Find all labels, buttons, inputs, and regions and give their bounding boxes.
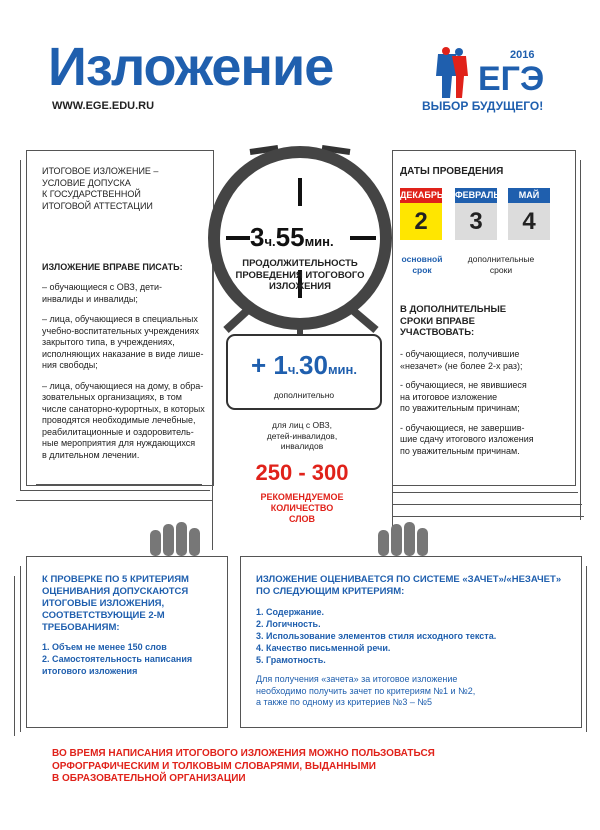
duration-label-line: ПРОДОЛЖИТЕЛЬНОСТЬ	[242, 258, 358, 269]
sheet-layer-side	[586, 566, 587, 732]
minutes-unit: мин.	[327, 362, 358, 377]
footer-line: В ОБРАЗОВАТЕЛЬНОЙ ОРГАНИЗАЦИИ	[52, 773, 246, 784]
sheet-layer-line	[20, 490, 210, 491]
bottom-right-title-line: ИЗЛОЖЕНИЕ ОЦЕНИВАЕТСЯ ПО СИСТЕМЕ «ЗАЧЕТ»/«НЕЗАЧЕТ»	[256, 574, 562, 585]
extra-for-line: инвалидов	[280, 441, 324, 451]
sheet-layer-line	[16, 500, 212, 501]
sheet-layer-line	[36, 484, 202, 485]
footer-note	[52, 748, 472, 786]
requirement-item: 1. Объем не менее 150 слов	[42, 642, 167, 652]
duration-label-line: ИЗЛОЖЕНИЯ	[269, 281, 331, 292]
footer-line: ВО ВРЕМЯ НАПИСАНИЯ ИТОГОВОГО ИЗЛОЖЕНИЯ МОЖНО ПОЛЬЗОВАТЬСЯ	[52, 748, 435, 759]
extra-for	[254, 420, 350, 452]
criterion-item: 3. Использование элементов стиля исходного текста.	[256, 631, 497, 641]
extra-hours: + 1	[250, 350, 288, 380]
list-item	[42, 381, 212, 462]
minutes-unit: мин.	[304, 234, 334, 249]
left-intro	[42, 166, 192, 212]
right-heading-line: В ДОПОЛНИТЕЛЬНЫЕ	[400, 304, 507, 315]
additional-term-label	[456, 254, 546, 276]
extra-for-line: для лиц с ОВЗ,	[272, 420, 332, 430]
list-item	[400, 349, 550, 372]
list-line: инвалиды и инвалиды;	[42, 293, 138, 304]
slogan: ВЫБОР БУДУЩЕГО!	[422, 99, 544, 113]
left-heading: ИЗЛОЖЕНИЕ ВПРАВЕ ПИСАТЬ:	[42, 262, 183, 272]
bottom-left-title-line: ОЦЕНИВАНИЯ ДОПУСКАЮТСЯ	[42, 586, 189, 597]
bottom-left-title-line: К ПРОВЕРКЕ ПО 5 КРИТЕРИЯМ	[42, 574, 189, 585]
hours-unit: ч.	[287, 362, 300, 377]
list-line: закрытого типа, в учреждениях,	[42, 337, 175, 347]
requirement-item: 2. Самостоятельность написания	[42, 654, 193, 664]
hours-unit: ч.	[264, 234, 276, 249]
footer-line: ОРФОГРАФИЧЕСКИМ И ТОЛКОВЫМ СЛОВАРЯМИ, ВЫДАННЫМИ	[52, 760, 376, 772]
criteria-list	[256, 606, 572, 666]
right-heading-line: СРОКИ ВПРАВЕ	[400, 315, 475, 327]
date-month: ФЕВРАЛЬ	[455, 188, 497, 203]
main-term-line: основной	[401, 254, 443, 264]
criteria-note-line: необходимо получить зачет по критериям №1 и №2,	[256, 685, 476, 696]
list-line: – лица, обучающиеся в специальных	[42, 314, 198, 324]
sheet-layer-side	[14, 576, 15, 736]
date-month: ДЕКАБРЬ	[400, 188, 442, 203]
main-term-line: срок	[412, 265, 432, 275]
additional-term-line: дополнительные	[467, 254, 535, 264]
list-line: – лица, обучающиеся на дому, в обра-	[42, 380, 204, 391]
words-label-line: РЕКОМЕНДУЕМОЕ	[260, 492, 344, 502]
words-range: 250 - 300	[255, 460, 349, 485]
list-line: учебно-воспитательных учреждениях	[42, 325, 199, 336]
list-line: числе санаторно-курортных, в которых	[42, 403, 205, 414]
requirement-item: итогового изложения	[42, 666, 138, 676]
list-item	[42, 282, 212, 305]
list-line: зовательных организациях, в том	[42, 392, 182, 402]
hand-icon	[372, 520, 432, 556]
date-day: 3	[455, 203, 497, 240]
list-line: ные мероприятия для нуждающихся	[42, 438, 196, 448]
bottom-left-list	[42, 641, 218, 677]
list-line: - обучающиеся, не явившиеся	[400, 380, 527, 390]
list-line: на итоговое изложение	[400, 391, 498, 402]
list-line: - обучающиеся, не завершив-	[400, 422, 525, 433]
bottom-left-title-line: ТРЕБОВАНИЯМ:	[42, 622, 120, 633]
criterion-item: 1. Содержание.	[256, 607, 324, 617]
right-list	[400, 349, 550, 465]
list-item	[400, 380, 550, 415]
sheet-layer-line	[392, 516, 584, 517]
page-title: Изложение	[48, 37, 334, 97]
date-day: 4	[508, 203, 550, 240]
criterion-item: 2. Логичность.	[256, 619, 321, 629]
website-link[interactable]: WWW.EGE.EDU.RU	[52, 100, 155, 112]
main-term-label	[396, 254, 448, 276]
list-line: - обучающиеся, получившие	[400, 349, 520, 359]
list-line: «незачет» (не более 2-х раз);	[400, 360, 523, 371]
list-line: реабилитационные и оздоровитель-	[42, 426, 194, 437]
criterion-item: 5. Грамотность.	[256, 655, 326, 665]
criterion-item: 4. Качество письменной речи.	[256, 643, 391, 653]
figures-icon	[436, 47, 468, 98]
main-hours: 3	[250, 222, 265, 252]
list-line: по уважительным причинам.	[400, 445, 520, 456]
list-line: шие сдачу итогового изложения	[400, 434, 534, 444]
list-line: в длительном лечении.	[42, 449, 140, 460]
sheet-layer-line	[392, 492, 578, 493]
logo-year: 2016	[510, 49, 535, 61]
extra-for-line: детей-инвалидов,	[266, 430, 338, 441]
left-list	[42, 282, 212, 470]
duration-label-line: ПРОВЕДЕНИЯ ИТОГОВОГО	[235, 269, 365, 281]
bottom-left-title-line: ИТОГОВЫЕ ИЗЛОЖЕНИЯ,	[42, 598, 165, 609]
extra-minutes: 30	[299, 350, 328, 380]
sheet-layer-side	[580, 160, 581, 520]
left-intro-line: ИТОГОВОЕ ИЗЛОЖЕНИЕ –	[42, 166, 159, 176]
words-label	[246, 492, 358, 525]
hand-icon	[148, 520, 208, 556]
additional-term-line: сроки	[489, 265, 513, 275]
dates-title: ДАТЫ ПРОВЕДЕНИЯ	[400, 166, 504, 177]
sheet-layer-side	[20, 160, 21, 490]
right-heading-line: УЧАСТВОВАТЬ:	[400, 327, 475, 338]
criteria-note	[256, 674, 572, 709]
bottom-left-title	[42, 574, 218, 634]
list-line: по уважительным причинам;	[400, 403, 520, 413]
date-december	[400, 188, 442, 240]
date-may	[508, 188, 550, 240]
words-label-line: КОЛИЧЕСТВО	[270, 503, 334, 513]
sheet-layer-side	[20, 566, 21, 732]
sheet-layer-line	[392, 504, 582, 505]
list-item	[400, 423, 550, 458]
left-intro-line: УСЛОВИЕ ДОПУСКА	[42, 177, 131, 188]
criteria-note-line: Для получения «зачета» за итоговое изложение	[256, 674, 458, 684]
right-heading	[400, 304, 550, 339]
bottom-right-title-line: ПО СЛЕДУЮЩИМ КРИТЕРИЯМ:	[256, 586, 405, 597]
bottom-left-title-line: СООТВЕТСТВУЮЩИЕ 2-М	[42, 610, 165, 621]
criteria-note-line: а также по одному из критериев №3 – №5	[256, 697, 432, 707]
main-duration	[250, 222, 334, 253]
list-line: ния свободы;	[42, 360, 98, 370]
list-line: исполняющих наказание в виде лише-	[42, 348, 204, 359]
list-line: проводятся необходимые лечебные,	[42, 415, 196, 425]
logo-text: ЕГЭ	[478, 60, 545, 98]
left-intro-line: К ГОСУДАРСТВЕННОЙ	[42, 189, 141, 199]
date-month: МАЙ	[508, 188, 550, 203]
bottom-right-title	[256, 574, 572, 598]
date-february	[455, 188, 500, 240]
main-minutes: 55	[275, 222, 305, 252]
duration-label	[232, 258, 368, 293]
extra-duration	[236, 350, 372, 381]
date-day: 2	[400, 203, 442, 240]
list-item	[42, 314, 212, 372]
words-label-line: СЛОВ	[288, 514, 316, 524]
list-line: – обучающиеся с ОВЗ, дети-	[42, 282, 162, 292]
left-intro-line: ИТОГОВОЙ АТТЕСТАЦИИ	[42, 200, 153, 211]
extra-label: дополнительно	[273, 390, 335, 400]
